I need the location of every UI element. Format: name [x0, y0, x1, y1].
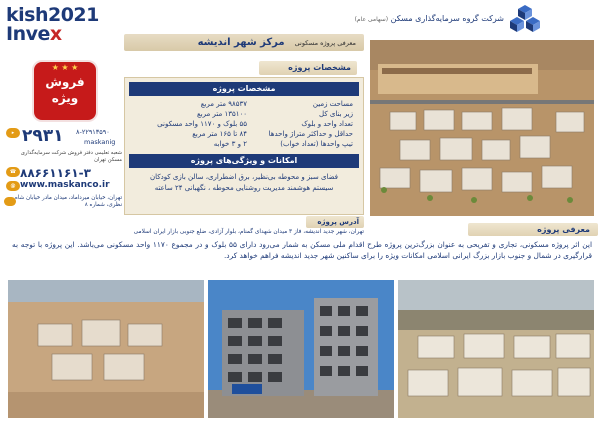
- site-photo-3: [398, 280, 594, 418]
- booth-name: maskanig: [84, 138, 116, 146]
- office-address: تهران، خیابان میرداماد، میدان مادر خیابان شاه نظری، شماره ۸: [14, 195, 122, 208]
- specs-card: [124, 77, 364, 215]
- spec-row: زیر بنای کل ۱۳۵۱۰۰ متر مربع: [196, 110, 353, 118]
- spec-row: مساحت زمین ۹۸۵۳۷ متر مربع: [200, 100, 353, 108]
- phone-pill-icon: ☎: [6, 167, 20, 177]
- event-logo-line2: Invex: [6, 23, 62, 45]
- contact-note: شعبه تعلیمی دفتر فروش شرکت سرمایه‌گذاری مسکن تهران: [20, 150, 122, 163]
- spec-row: تعداد واحد و بلوک ۵۵ بلوک و ۱۱۷۰ واحد مسکونی: [157, 120, 353, 128]
- project-address-label: آدرس پروژه: [306, 216, 364, 228]
- booth-pill-icon: ▸: [6, 128, 20, 138]
- project-title-bar: [124, 34, 364, 51]
- booth-phone: ۸-۲۲۹۱۳۵۹۰: [76, 128, 110, 136]
- kish-invex-logo: [6, 6, 116, 50]
- web-pill-icon: @: [6, 181, 20, 191]
- specs-band: مشخصات پروژه: [129, 82, 359, 96]
- badge-line1: فروش: [45, 75, 85, 89]
- star-icons: ★ ★ ★: [51, 63, 79, 72]
- project-subtitle: معرفی پروژه مسکونی: [294, 38, 356, 47]
- event-logo-line1: kish2021: [6, 4, 99, 26]
- spec-row: حداقل و حداکثر متراژ واحدها ۸۴ تا ۱۶۵ متر مربع: [192, 130, 353, 138]
- site-photo-1: [8, 280, 204, 418]
- website-link[interactable]: www.maskanco.ir: [20, 180, 110, 190]
- specs-section-label: مشخصات پروژه: [259, 61, 357, 75]
- spec-row: تیپ واحدها (تعداد خواب) ۲ و ۳ خوابه: [213, 140, 353, 148]
- maskan-cubes-logo: [508, 4, 542, 34]
- org-name: شرکت گروه سرمایه‌گذاری مسکن (سهامی عام): [354, 14, 504, 23]
- intro-section-label: معرفی پروژه: [468, 223, 598, 236]
- site-photo-2: [208, 280, 394, 418]
- badge-line2: ویژه: [51, 91, 79, 105]
- features-band: امکانات و ویژگی‌های پروژه: [129, 154, 359, 168]
- aerial-site-photo: [370, 40, 594, 216]
- feature-line: فضای سبز و محوطه بی‌نظیر، برق اضطراری، سالن بازی کودکان: [149, 173, 339, 181]
- phone-number: ۸۸۶۶۱۱۶۱-۳: [20, 166, 91, 180]
- booth-code: ۲۹۳۱: [22, 126, 64, 146]
- intro-paragraph: این اثر پروژه مسکونی، تجاری و تفریحی به عنوان بزرگ‌ترین پروژه طرح اقدام ملی مسکن به شمار می‌رود دارای ۵۵ بلوک و در مجموع ۱۱۷۰ واحد مسکونی می‌باشد. این پروژه با توجه به قرارگیری در شمال و جنوب بازار بزرگ ایرانی اسلامی امکانات ویژه را برای ساکنین شهر جدید اندیشه فراهم خواهد کرد.: [12, 240, 592, 260]
- feature-line: سیستم هوشمند مدیریت روشنایی محوطه ، نگهبانی ۲۴ ساعته: [154, 184, 334, 192]
- project-title: مرکز شهر اندیشه: [197, 37, 285, 48]
- special-sale-badge: [34, 62, 96, 120]
- project-address: تهران، شهر جدید اندیشه، فاز ۳ میدان شهدای گمنام، بلوار آزادی، ضلع جنوبی بازار ایران اسلامی: [133, 229, 364, 235]
